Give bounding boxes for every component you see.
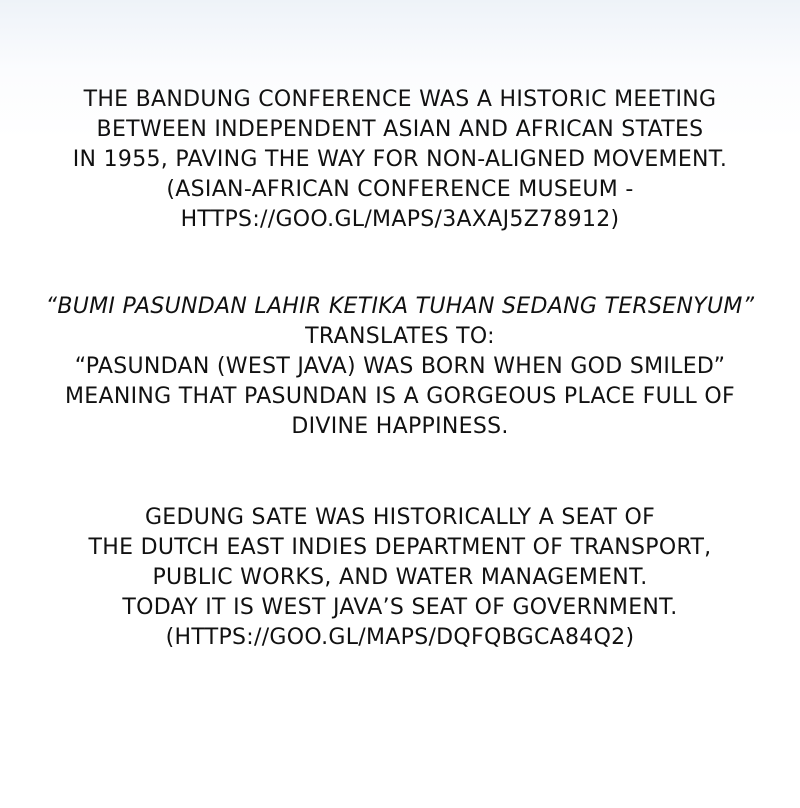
note-bandung-conference bbox=[0, 85, 800, 235]
note-line: TODAY IT IS WEST JAVA’S SEAT OF GOVERNMENT. bbox=[122, 595, 678, 620]
note-quote-sundanese: “BUMI PASUNDAN LAHIR KETIKA TUHAN SEDANG TERSENYUM” bbox=[45, 294, 755, 319]
note-link: HTTPS://GOO.GL/MAPS/3AXAJ5Z78912) bbox=[180, 207, 620, 232]
note-line: BETWEEN INDEPENDENT ASIAN AND AFRICAN STATES bbox=[96, 117, 704, 142]
note-line: THE DUTCH EAST INDIES DEPARTMENT OF TRANSPORT, bbox=[88, 535, 712, 560]
note-bumi-pasundan bbox=[0, 292, 800, 442]
note-line: MEANING THAT PASUNDAN IS A GORGEOUS PLACE FULL OF bbox=[65, 384, 735, 409]
note-line: GEDUNG SATE WAS HISTORICALLY A SEAT OF bbox=[144, 505, 656, 530]
note-line: IN 1955, PAVING THE WAY FOR NON-ALIGNED MOVEMENT. bbox=[72, 147, 728, 172]
note-link: (HTTPS://GOO.GL/MAPS/DQFQBGCA84Q2) bbox=[165, 625, 635, 650]
note-line: TRANSLATES TO: bbox=[305, 324, 495, 349]
note-line: PUBLIC WORKS, AND WATER MANAGEMENT. bbox=[152, 565, 648, 590]
note-quote-english: “PASUNDAN (WEST JAVA) WAS BORN WHEN GOD SMILED” bbox=[74, 354, 726, 379]
note-gedung-sate bbox=[0, 503, 800, 653]
note-line: THE BANDUNG CONFERENCE WAS A HISTORIC MEETING bbox=[83, 87, 717, 112]
note-line: DIVINE HAPPINESS. bbox=[291, 414, 509, 439]
note-line: (ASIAN-AFRICAN CONFERENCE MUSEUM - bbox=[166, 177, 634, 202]
